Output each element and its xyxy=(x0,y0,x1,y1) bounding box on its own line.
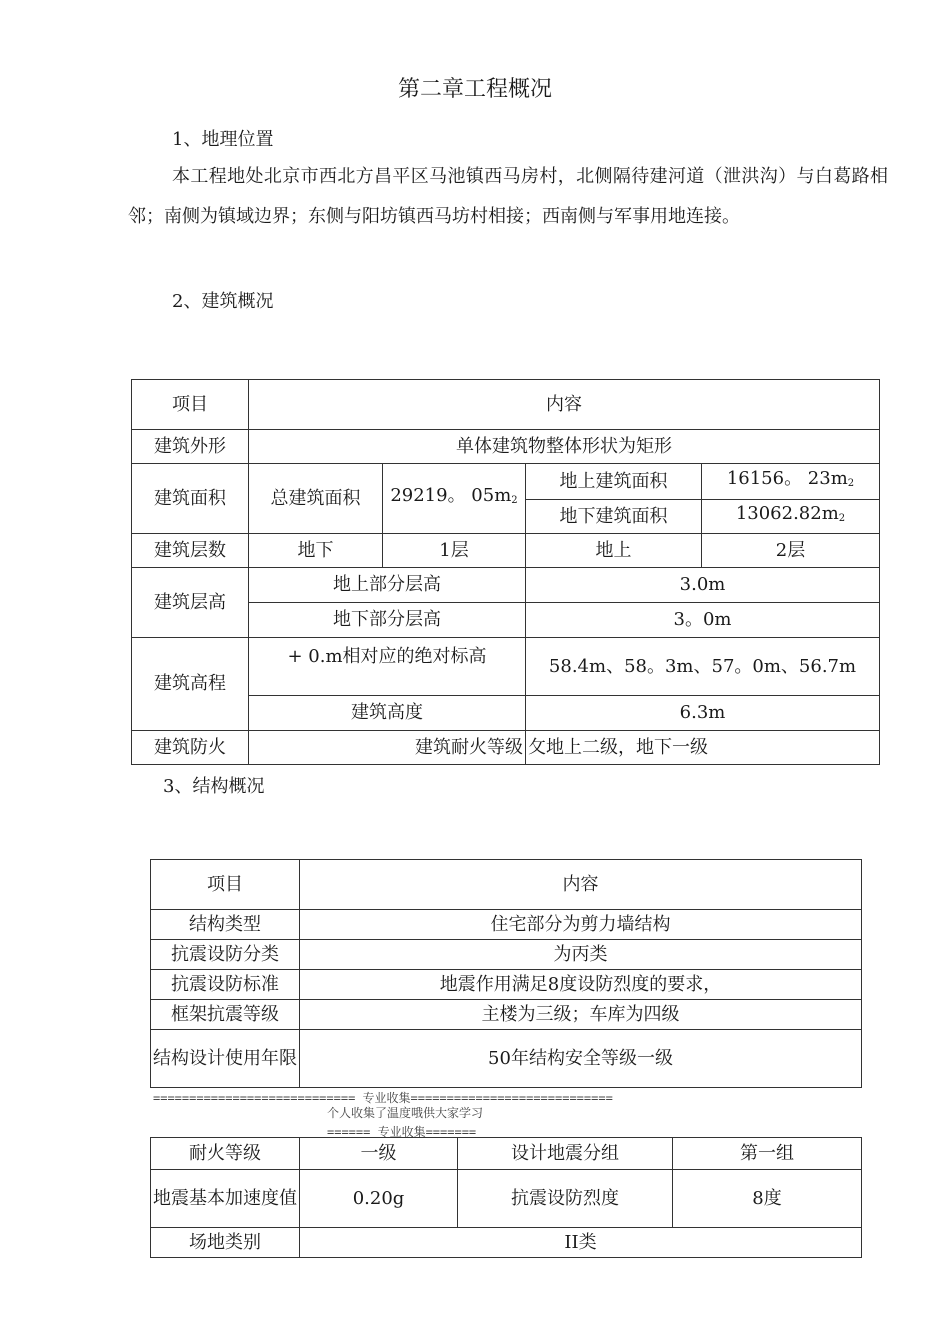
structure-row-value: 主楼为三级；车库为四级 xyxy=(300,1000,862,1030)
below-area-label: 地下建筑面积 xyxy=(526,500,702,534)
zero-label: + 0.m相对应的绝对标高 xyxy=(249,638,526,696)
structure-row-value: 住宅部分为剪力墙结构 xyxy=(300,910,862,940)
structure-header-content: 内容 xyxy=(300,860,862,910)
seismic-group-label: 设计地震分组 xyxy=(458,1138,673,1170)
above-height-label: 地上部分层高 xyxy=(249,568,526,603)
watermark-line-1: ============================ 专业收集============================ xyxy=(153,1091,613,1105)
structure-row-label: 抗震设防标准 xyxy=(151,970,300,1000)
below-height-label: 地下部分层高 xyxy=(249,603,526,638)
below-height-value: 3。0m xyxy=(526,603,880,638)
seismic-group-value: 第一组 xyxy=(673,1138,862,1170)
above-area-value: 16156。 $23m_2$ xyxy=(702,464,880,500)
floors-label: 建筑层数 xyxy=(132,534,249,568)
structure-row-value: 地震作用满足8度设防烈度的要求， xyxy=(300,970,862,1000)
intensity-label: 抗震设防烈度 xyxy=(458,1170,673,1228)
floors-above-value: 2层 xyxy=(702,534,880,568)
zero-value: 58.4m、58。3m、57。0m、56.7m xyxy=(526,638,880,696)
header-content: 内容 xyxy=(249,380,880,430)
fire-rating-value: 攵地上二级，地下一级 xyxy=(526,731,880,765)
building-height-value: 6.3m xyxy=(526,696,880,731)
structure-row-label: 框架抗震等级 xyxy=(151,1000,300,1030)
floors-below-value: 1层 xyxy=(383,534,526,568)
below-area-value: $13062.82m_2$ xyxy=(702,500,880,534)
site-label: 场地类别 xyxy=(151,1228,300,1258)
above-area-label: 地上建筑面积 xyxy=(526,464,702,500)
location-paragraph: 本工程地处北京市西北方昌平区马池镇西马房村，北侧隔待建河道（泄洪沟）与白葛路相邻；南侧为镇域边界；东侧与阳坊镇西马坊村相接；西南侧与军事用地连接。 xyxy=(128,166,888,227)
site-value: II类 xyxy=(300,1228,862,1258)
section-heading-building: 2、建筑概况 xyxy=(172,291,274,312)
total-area-value: 29219。 $05m_2$ xyxy=(383,464,526,534)
page-title: 第二章工程概况 xyxy=(397,77,552,102)
watermark-line-2: 个人收集了温度哦供大家学习 xyxy=(327,1106,484,1120)
shape-label: 建筑外形 xyxy=(132,430,249,464)
seismic-table xyxy=(150,1137,862,1258)
structure-row-label: 结构设计使用年限 xyxy=(151,1030,300,1088)
structure-header-item: 项目 xyxy=(151,860,300,910)
building-height-label: 建筑高度 xyxy=(249,696,526,731)
structure-row-label: 结构类型 xyxy=(151,910,300,940)
intensity-value: 8度 xyxy=(673,1170,862,1228)
structure-overview-table xyxy=(150,859,862,1088)
height-label: 建筑层高 xyxy=(132,568,249,638)
structure-row-value: 50年结构安全等级一级 xyxy=(300,1030,862,1088)
section-heading-structure: 3、结构概况 xyxy=(163,776,265,797)
floors-above-label: 地上 xyxy=(526,534,702,568)
elevation-label: 建筑高程 xyxy=(132,638,249,731)
building-overview-table xyxy=(131,379,880,765)
fire-label: 建筑防火 xyxy=(132,731,249,765)
floors-below-label: 地下 xyxy=(249,534,383,568)
area-label: 建筑面积 xyxy=(132,464,249,534)
structure-row-value: 为丙类 xyxy=(300,940,862,970)
shape-value: 单体建筑物整体形状为矩形 xyxy=(249,430,880,464)
accel-value: 0.20g xyxy=(300,1170,458,1228)
header-item: 项目 xyxy=(132,380,249,430)
fire-grade-value: 一级 xyxy=(300,1138,458,1170)
section-heading-location: 1、地理位置 xyxy=(172,129,274,150)
total-area-label: 总建筑面积 xyxy=(249,464,383,534)
structure-row-label: 抗震设防分类 xyxy=(151,940,300,970)
watermark-line-3: ====== 专业收集======= xyxy=(327,1125,477,1139)
fire-rating-label: 建筑耐火等级 xyxy=(249,731,526,765)
accel-label: 地震基本加速度值 xyxy=(151,1170,300,1228)
above-height-value: 3.0m xyxy=(526,568,880,603)
fire-grade-label: 耐火等级 xyxy=(151,1138,300,1170)
